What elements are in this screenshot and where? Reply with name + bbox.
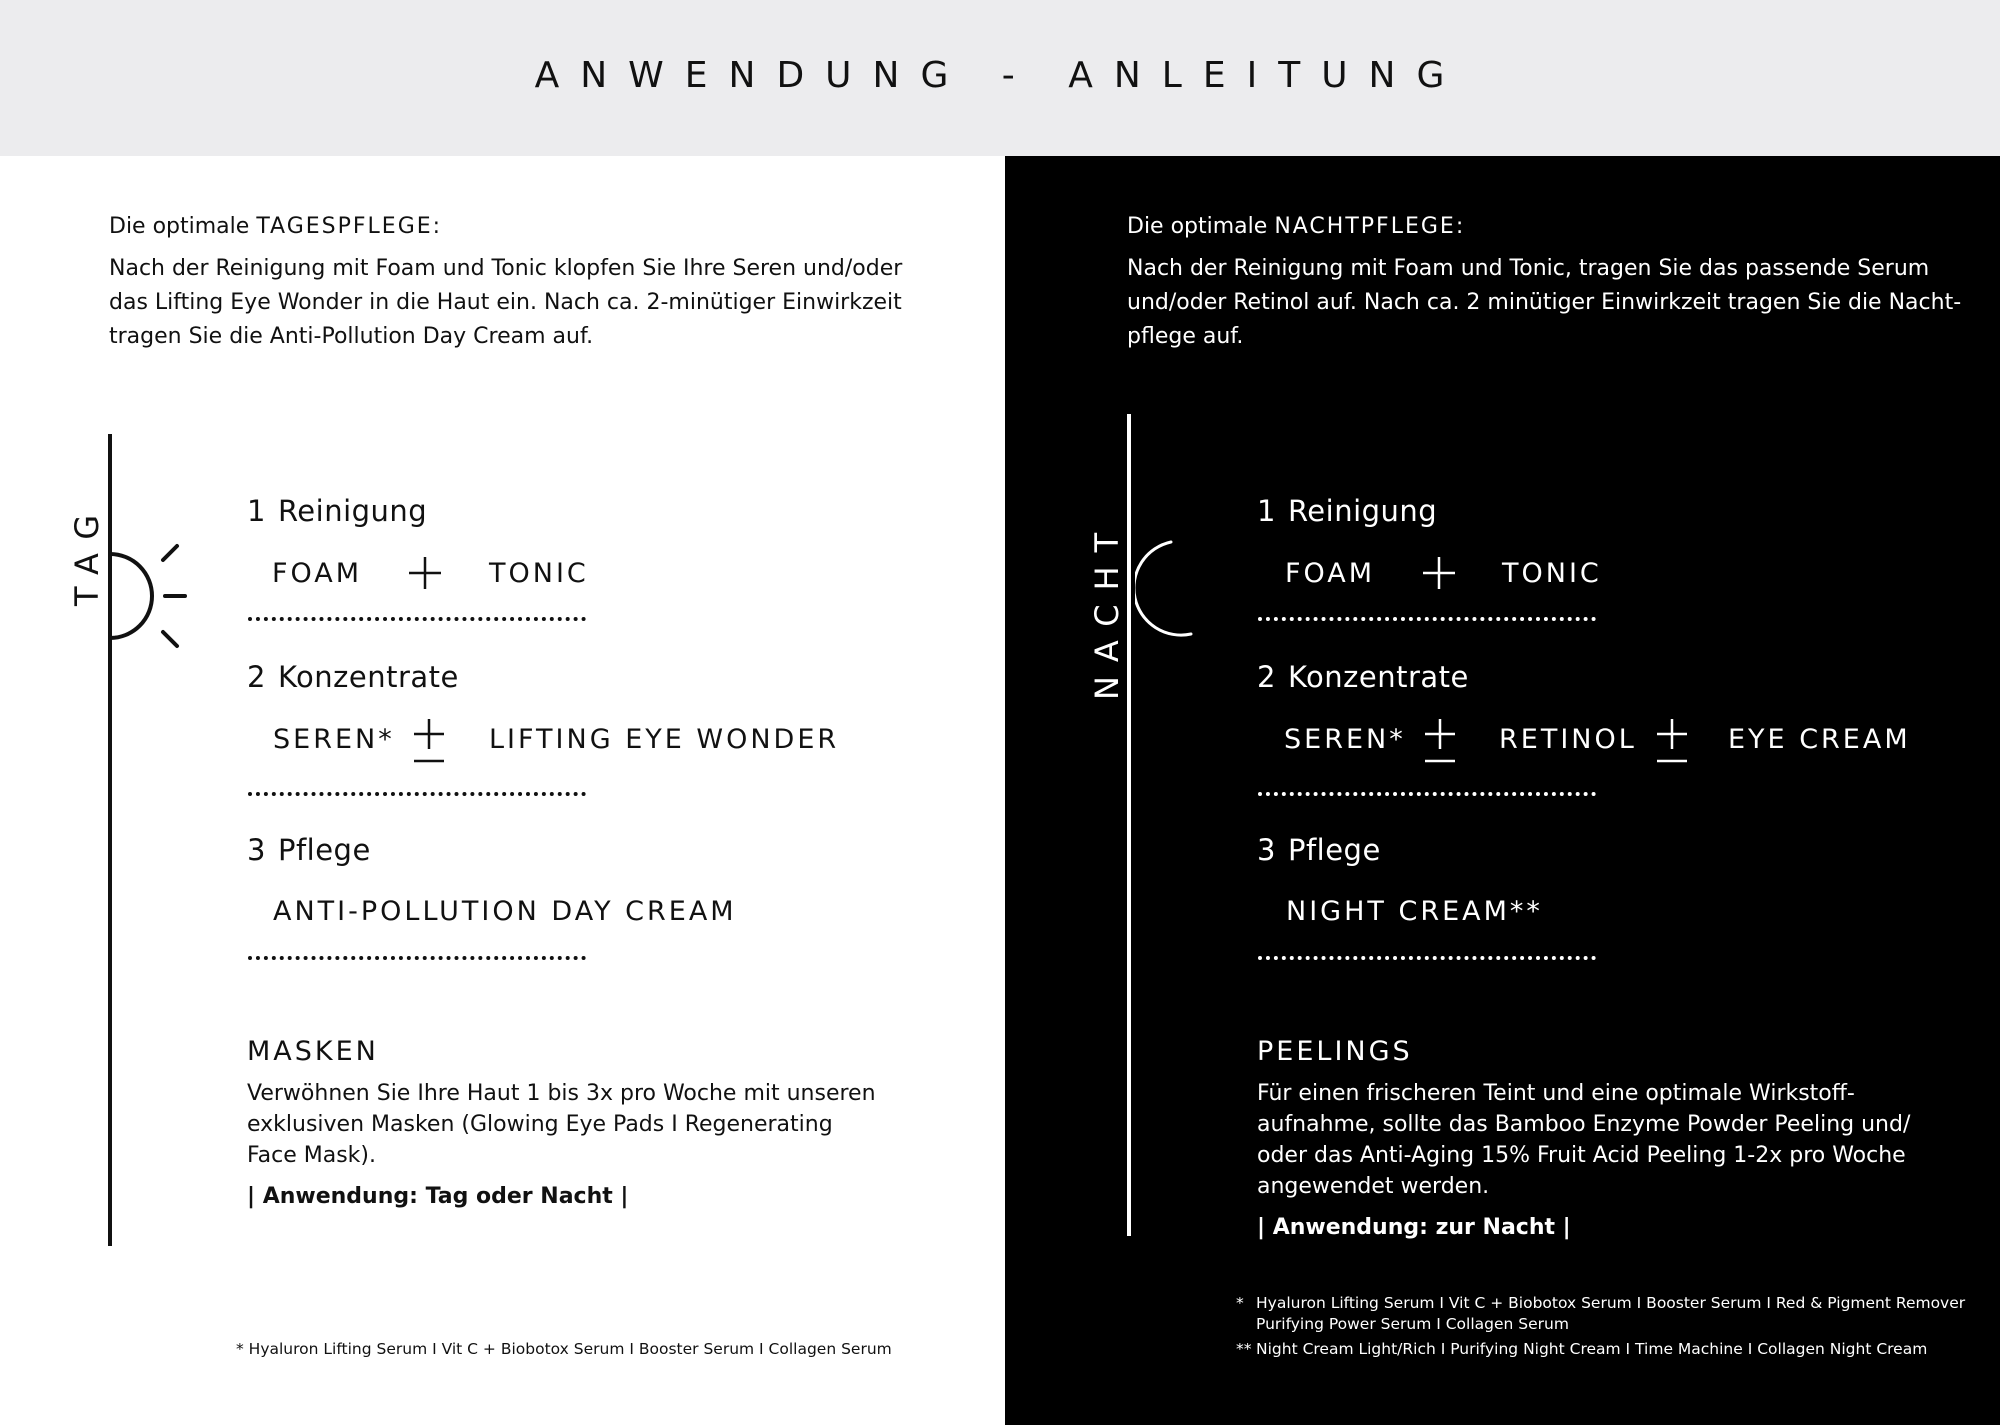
night-product-retinol: RETINOL <box>1499 724 1637 755</box>
sun-icon <box>105 536 195 656</box>
day-step-3-title <box>247 833 371 867</box>
step-number: 1 <box>247 494 266 528</box>
masks-line: Verwöhnen Sie Ihre Haut 1 bis 3x pro Woche mit unseren <box>247 1081 876 1106</box>
night-intro-text <box>1127 252 1987 354</box>
plus-minus-icon <box>1422 717 1458 765</box>
night-footnote-mark: ** <box>1236 1340 1252 1358</box>
peelings-line: angewendet werden. <box>1257 1174 1490 1199</box>
night-footnote-mark: * <box>1236 1294 1244 1312</box>
peelings-line: aufnahme, sollte das Bamboo Enzyme Powder Peeling und/ <box>1257 1112 1911 1137</box>
plus-icon <box>1421 555 1457 591</box>
night-intro-keyword: NACHTPFLEGE <box>1274 214 1456 239</box>
day-product-foam: FOAM <box>272 558 363 589</box>
day-intro-line: Nach der Reinigung mit Foam und Tonic klopfen Sie Ihre Seren und/oder <box>109 256 903 281</box>
night-product-seren: SEREN* <box>1284 724 1406 755</box>
step-number: 1 <box>1257 494 1276 528</box>
step-label: Konzentrate <box>1287 660 1469 694</box>
night-intro-prefix: Die optimale <box>1127 214 1268 239</box>
night-intro-heading <box>1127 214 1463 239</box>
night-intro-colon: : <box>1455 214 1464 239</box>
step-number: 2 <box>1257 660 1276 694</box>
day-product-day-cream: ANTI-POLLUTION DAY CREAM <box>273 896 737 927</box>
step-number: 2 <box>247 660 266 694</box>
dotted-divider <box>1258 792 1596 796</box>
day-product-seren: SEREN* <box>273 724 395 755</box>
day-intro-heading <box>109 214 440 239</box>
masks-line: exklusiven Masken (Glowing Eye Pads I Regenerating <box>247 1112 833 1137</box>
night-product-foam: FOAM <box>1285 558 1376 589</box>
peelings-title: PEELINGS <box>1257 1036 1413 1067</box>
day-intro-text <box>109 252 969 354</box>
header-bar <box>0 0 2000 156</box>
step-label: Pflege <box>277 833 371 867</box>
dotted-divider <box>248 617 586 621</box>
plus-minus-icon <box>411 717 447 765</box>
masks-line: Face Mask). <box>247 1143 376 1168</box>
peelings-text <box>1257 1078 1977 1202</box>
masks-application: | Anwendung: Tag oder Nacht | <box>247 1184 629 1209</box>
night-intro-line: pflege auf. <box>1127 324 1244 349</box>
night-step-2-title <box>1257 660 1469 694</box>
moon-icon <box>1135 538 1195 638</box>
day-product-tonic: TONIC <box>489 558 589 589</box>
day-intro-prefix: Die optimale <box>109 214 250 239</box>
plus-icon <box>407 555 443 591</box>
day-step-1-title <box>247 494 427 528</box>
dotted-divider <box>248 792 586 796</box>
step-number: 3 <box>1257 833 1276 867</box>
day-intro-line: tragen Sie die Anti-Pollution Day Cream auf. <box>109 324 594 349</box>
step-number: 3 <box>247 833 266 867</box>
step-label: Reinigung <box>1287 494 1438 528</box>
day-intro-keyword: TAGESPFLEGE <box>256 214 433 239</box>
night-step-3-title <box>1257 833 1381 867</box>
page-title: ANWENDUNG - ANLEITUNG <box>534 55 1466 96</box>
dotted-divider <box>1258 956 1596 960</box>
step-label: Reinigung <box>277 494 428 528</box>
day-step-2-title <box>247 660 459 694</box>
night-footnote-2: Night Cream Light/Rich I Purifying Night Cream I Time Machine I Collagen Night Cream <box>1256 1340 1928 1358</box>
step-label: Konzentrate <box>277 660 459 694</box>
dotted-divider <box>248 956 586 960</box>
peelings-application: | Anwendung: zur Nacht | <box>1257 1215 1571 1240</box>
night-footnote-line: Purifying Power Serum I Collagen Serum <box>1256 1315 1569 1333</box>
night-product-night-cream: NIGHT CREAM** <box>1286 896 1543 927</box>
peelings-line: Für einen frischeren Teint und eine optimale Wirkstoff- <box>1257 1081 1855 1106</box>
day-intro-colon: : <box>432 214 441 239</box>
day-footnote: * Hyaluron Lifting Serum I Vit C + Biobotox Serum I Booster Serum I Collagen Serum <box>236 1340 892 1358</box>
night-vertical-label: NACHT <box>1088 518 1126 700</box>
day-panel <box>0 156 1005 1425</box>
dotted-divider <box>1258 617 1596 621</box>
day-intro-line: das Lifting Eye Wonder in die Haut ein. Nach ca. 2-minütiger Einwirkzeit <box>109 290 902 315</box>
plus-minus-icon <box>1654 717 1690 765</box>
peelings-line: oder das Anti-Aging 15% Fruit Acid Peeling 1-2x pro Woche <box>1257 1143 1906 1168</box>
night-step-1-title <box>1257 494 1437 528</box>
night-panel <box>1005 156 2000 1425</box>
night-timeline-line <box>1127 414 1131 1236</box>
night-product-tonic: TONIC <box>1502 558 1602 589</box>
step-label: Pflege <box>1287 833 1381 867</box>
night-footnote-1 <box>1256 1293 1996 1335</box>
day-product-lifting-eye-wonder: LIFTING EYE WONDER <box>489 724 840 755</box>
night-footnote-line: Hyaluron Lifting Serum I Vit C + Biobotox Serum I Booster Serum I Red & Pigment Remover <box>1256 1294 1966 1312</box>
night-intro-line: Nach der Reinigung mit Foam und Tonic, tragen Sie das passende Serum <box>1127 256 1930 281</box>
masks-text <box>247 1078 947 1171</box>
masks-title: MASKEN <box>247 1036 379 1067</box>
night-product-eye-cream: EYE CREAM <box>1728 724 1911 755</box>
day-vertical-label: TAG <box>68 500 106 606</box>
night-intro-line: und/oder Retinol auf. Nach ca. 2 minütiger Einwirkzeit tragen Sie die Nacht- <box>1127 290 1962 315</box>
